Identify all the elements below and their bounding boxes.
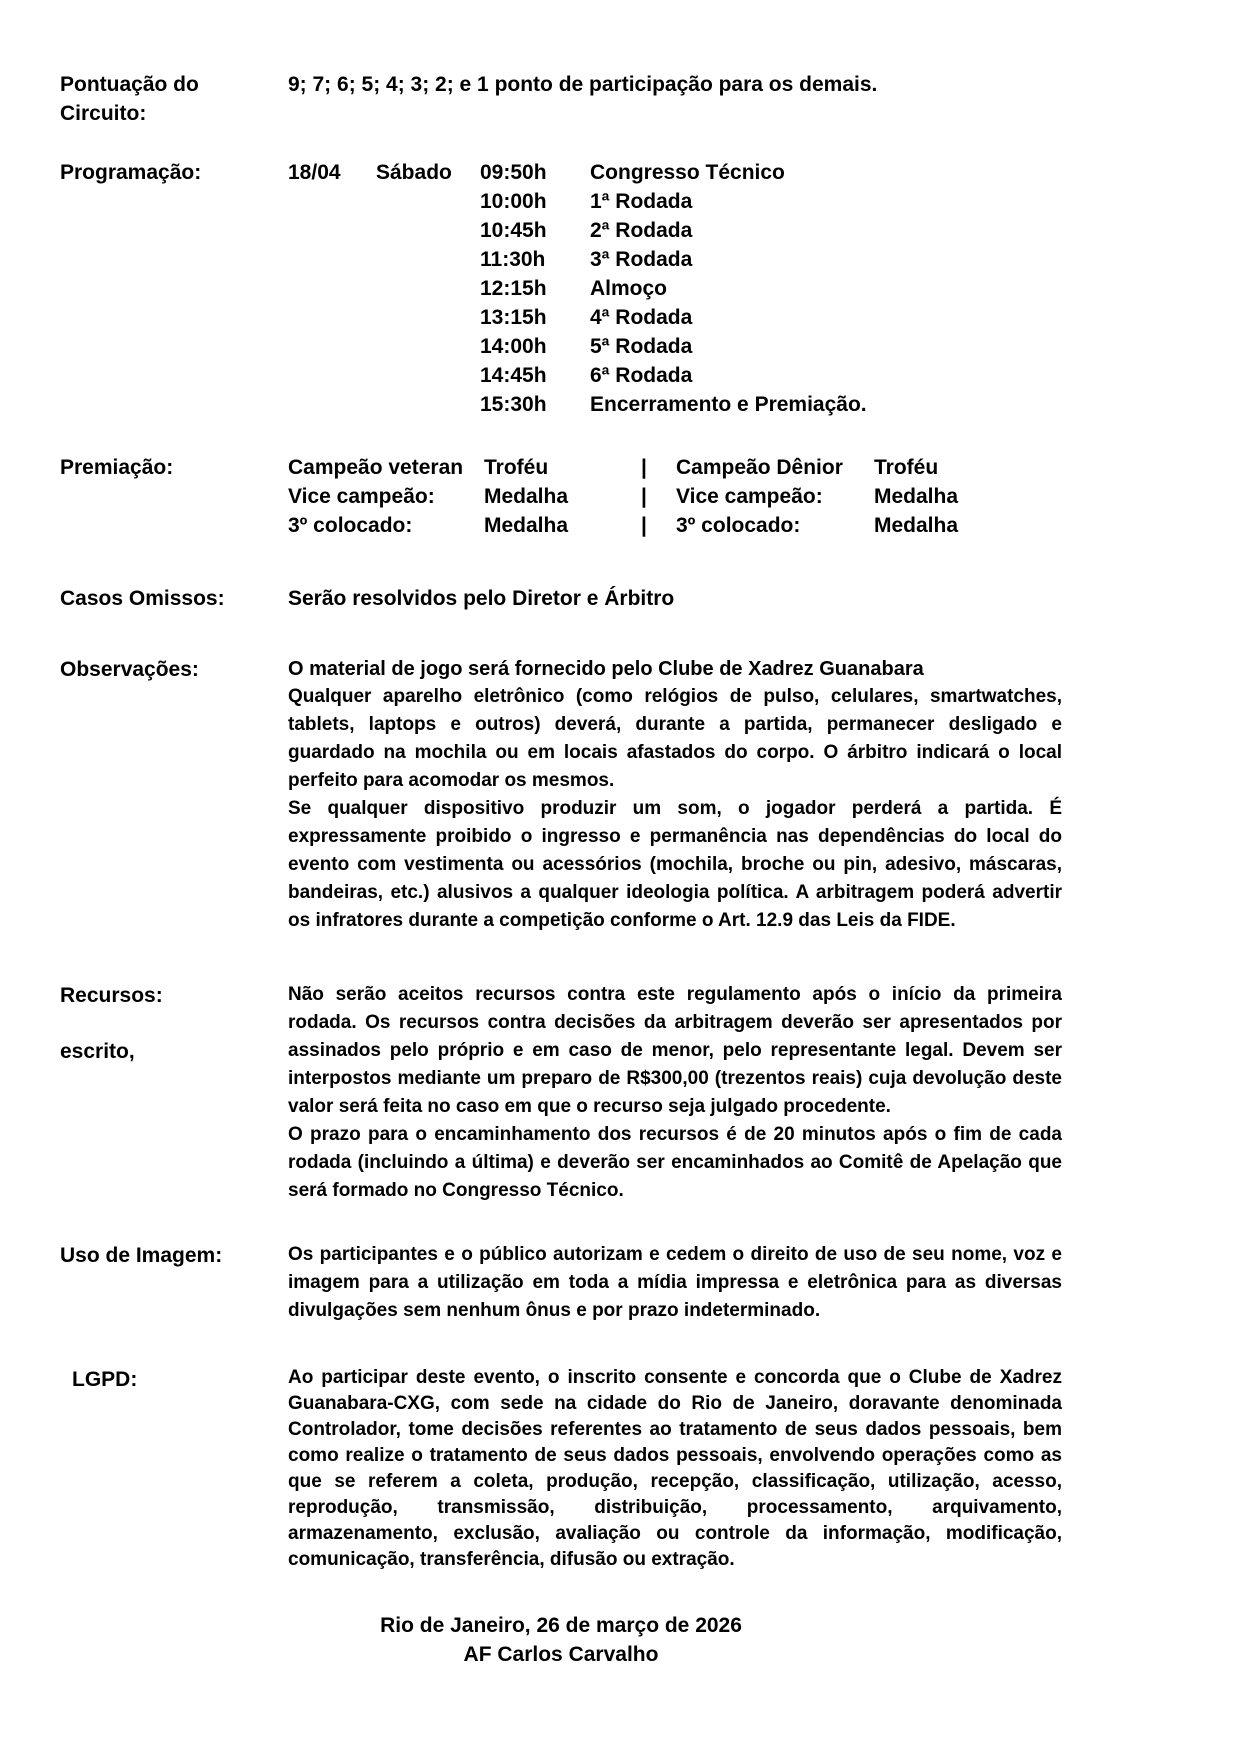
prize-title-left: Vice campeão:: [288, 485, 435, 508]
recursos-paragraph-1: Não serão aceitos recursos contra este regulamento após o início da primeira rodada. Os recursos contra decisões da arbitragem deverão ser apresentados por assinados pelo próprio e em caso de menor, pelo representante legal. Devem ser interpostos mediante um preparo de R$300,00 (trezentos reais) cuja devolução deste valor será feita no caso em que o recurso seja julgado procedente.: [288, 984, 1062, 1117]
schedule-event: 5ª Rodada: [590, 335, 693, 358]
schedule-day: Sábado: [376, 161, 452, 184]
uso-imagem-label: Uso de Imagem:: [60, 1244, 223, 1267]
prize-title-right: 3º colocado:: [676, 514, 801, 537]
schedule-event: 2ª Rodada: [590, 219, 693, 242]
schedule-row: [288, 274, 1062, 303]
prize-title-left: Campeão veteran: [288, 456, 464, 479]
schedule-time: 14:00h: [480, 335, 547, 358]
prize-title-left: 3º colocado:: [288, 514, 413, 537]
schedule-time: 11:30h: [480, 248, 546, 271]
prize-value-left: Troféu: [484, 456, 549, 479]
observacoes-paragraph-1: Qualquer aparelho eletrônico (como relógios de pulso, celulares, smartwatches, tablets, laptops e outros) deverá, durante a partida, permanecer desligado e guardado na mochila ou em locais afastados do corpo. O árbitro indicará o local perfeito para acomodar os mesmos.: [288, 686, 1062, 791]
section-casos-omissos: [60, 584, 1062, 613]
premiacao-label: Premiação:: [60, 456, 174, 479]
schedule-event: 6ª Rodada: [590, 364, 693, 387]
schedule-row: [288, 158, 1062, 187]
schedule-row: [288, 361, 1062, 390]
prize-title-right: Campeão Dênior: [676, 456, 843, 479]
section-uso-de-imagem: [60, 1241, 1062, 1325]
prize-title-right: Vice campeão:: [676, 485, 823, 508]
section-pontuacao: [60, 70, 1062, 128]
document-footer: [60, 1611, 1062, 1669]
lgpd-text: Ao participar deste evento, o inscrito consente e concorda que o Clube de Xadrez Guanabara-CXG, com sede na cidade do Rio de Janeiro, doravante denominada Controlador, tome decisões referentes ao tratamento de seus dados pessoais, bem como realize o tratamento de seus dados pessoais, envolvendo operações como as que se referem a coleta, produção, recepção, classificação, utilização, acesso, reprodução, transmissão, distribuição, processamento, arquivamento, armazenamento, exclusão, avaliação ou controle da informação, modificação, comunicação, transferência, difusão ou extração.: [288, 1367, 1062, 1570]
observacoes-paragraph-2: Se qualquer dispositivo produzir um som, o jogador perderá a partida. É expressamente proibido o ingresso e permanência nas dependências do local do evento com vestimenta ou acessórios (mochila, broche ou pin, adesivo, máscaras, bandeiras, etc.) alusivos a qualquer ideologia política. A arbitragem poderá advertir os infratores durante a competição conforme o Art. 12.9 das Leis da FIDE.: [288, 798, 1062, 931]
prize-value-left: Medalha: [484, 514, 569, 537]
schedule-event: Encerramento e Premiação.: [590, 393, 867, 416]
casos-omissos-label: Casos Omissos:: [60, 587, 225, 610]
section-programacao: [60, 158, 1062, 419]
schedule-time: 14:45h: [480, 364, 547, 387]
pontuacao-label-line1: Pontuação do: [60, 73, 199, 96]
schedule-time: 15:30h: [480, 393, 547, 416]
schedule-time: 12:15h: [480, 277, 547, 300]
section-lgpd: [60, 1365, 1062, 1573]
schedule-row: [288, 303, 1062, 332]
section-observacoes: [60, 655, 1062, 935]
schedule-row: [288, 216, 1062, 245]
uso-imagem-text: Os participantes e o público autorizam e cedem o direito de uso de seu nome, voz e imagem para a utilização em toda a mídia impressa e eletrônica para as diversas divulgações sem nenhum ônus e por prazo indeterminado.: [288, 1244, 1062, 1321]
prize-separator: |: [641, 485, 647, 508]
schedule-event: 3ª Rodada: [590, 248, 693, 271]
pontuacao-text: 9; 7; 6; 5; 4; 3; 2; e 1 ponto de participação para os demais.: [288, 73, 878, 96]
observacoes-label: Observações:: [60, 658, 199, 681]
premiacao-table: [288, 453, 1062, 540]
schedule-time: 10:45h: [480, 219, 547, 242]
recursos-paragraph-2: O prazo para o encaminhamento dos recursos é de 20 minutos após o fim de cada rodada (incluindo a última) e deverão ser encaminhados ao Comitê de Apelação que será formado no Congresso Técnico.: [288, 1124, 1062, 1201]
footer-city-date: Rio de Janeiro, 26 de março de 2026: [380, 1614, 742, 1637]
schedule-time: 09:50h: [480, 161, 547, 184]
prize-value-left: Medalha: [484, 485, 569, 508]
schedule-event: Congresso Técnico: [590, 161, 785, 184]
section-recursos: [60, 981, 1062, 1205]
recursos-side-label: escrito,: [60, 1040, 135, 1063]
recursos-labels: [60, 981, 288, 1066]
observacoes-content: [288, 655, 1062, 935]
schedule-event: 1ª Rodada: [590, 190, 693, 213]
schedule-row: [288, 332, 1062, 361]
schedule-row: [288, 187, 1062, 216]
section-premiacao: [60, 453, 1062, 540]
pontuacao-label: [60, 70, 288, 128]
lgpd-label: LGPD:: [72, 1368, 138, 1391]
schedule-event: 4ª Rodada: [590, 306, 693, 329]
recursos-content: [288, 981, 1062, 1205]
recursos-label: Recursos:: [60, 984, 163, 1007]
programacao-label: Programação:: [60, 161, 202, 184]
prize-value-right: Medalha: [874, 485, 959, 508]
pontuacao-label-line2: Circuito:: [60, 102, 147, 125]
premiacao-row: [288, 453, 1062, 482]
premiacao-row: [288, 511, 1062, 540]
prize-value-right: Troféu: [874, 456, 939, 479]
casos-omissos-text: Serão resolvidos pelo Diretor e Árbitro: [288, 587, 675, 610]
premiacao-row: [288, 482, 1062, 511]
observacoes-headline: O material de jogo será fornecido pelo Clube de Xadrez Guanabara: [288, 658, 924, 680]
programacao-schedule: [288, 158, 1062, 419]
schedule-date: 18/04: [288, 161, 341, 184]
prize-value-right: Medalha: [874, 514, 959, 537]
schedule-event: Almoço: [590, 277, 668, 300]
schedule-time: 13:15h: [480, 306, 547, 329]
footer-signature: AF Carlos Carvalho: [463, 1643, 659, 1666]
schedule-row: [288, 390, 1062, 419]
prize-separator: |: [641, 456, 647, 479]
schedule-time: 10:00h: [480, 190, 547, 213]
schedule-row: [288, 245, 1062, 274]
prize-separator: |: [641, 514, 647, 537]
